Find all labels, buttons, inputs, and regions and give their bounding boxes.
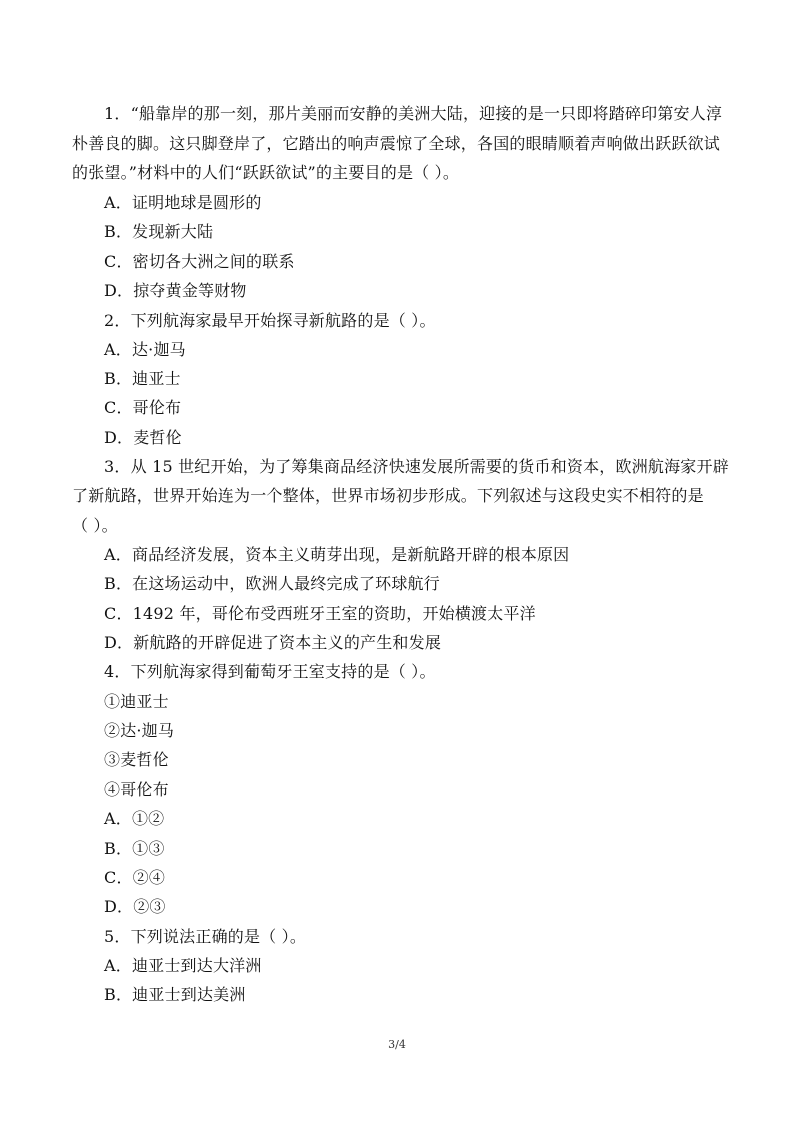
question-1-line-3: 的张望。”材料中的人们“跃跃欲试”的主要目的是（ ）。 <box>72 163 460 182</box>
question-1-option-a: A．证明地球是圆形的 <box>104 193 262 212</box>
question-2-line-1: 2．下列航海家最早开始探寻新航路的是（ ）。 <box>104 311 436 330</box>
question-1-option-b: B．发现新大陆 <box>104 222 214 241</box>
question-1-line-1: 1．“船靠岸的那一刻，那片美丽而安静的美洲大陆，迎接的是一只即将踏碎印第安人淳 <box>104 104 723 123</box>
question-5-line-1: 5．下列说法正确的是（ ）。 <box>104 927 307 946</box>
question-3-line-3: （ ）。 <box>72 516 118 535</box>
question-1-option-c: C．密切各大洲之间的联系 <box>104 252 295 271</box>
question-5-option-b: B．迪亚士到达美洲 <box>104 985 246 1004</box>
question-2-option-d: D．麦哲伦 <box>104 428 182 447</box>
question-5-option-a: A．迪亚士到达大洋洲 <box>104 956 262 975</box>
question-3-line-1: 3．从 15 世纪开始，为了筹集商品经济快速发展所需要的货币和资本，欧洲航海家开辟 <box>104 457 729 476</box>
question-4-option-a: A．①② <box>104 809 165 828</box>
question-3-option-a: A．商品经济发展，资本主义萌芽出现，是新航路开辟的根本原因 <box>104 545 570 564</box>
question-1-option-d: D．掠夺黄金等财物 <box>104 281 247 300</box>
question-4-item-2: ②达·迦马 <box>104 721 175 740</box>
question-3-option-b: B．在这场运动中，欧洲人最终完成了环球航行 <box>104 574 440 593</box>
question-3-line-2: 了新航路，世界开始连为一个整体，世界市场初步形成。下列叙述与这段史实不相符的是 <box>72 486 704 505</box>
question-2-option-b: B．迪亚士 <box>104 369 181 388</box>
question-4-option-d: D．②③ <box>104 897 166 916</box>
question-2-option-c: C．哥伦布 <box>104 398 182 417</box>
question-3-option-c: C．1492 年，哥伦布受西班牙王室的资助，开始横渡太平洋 <box>104 604 536 623</box>
question-1-line-2: 朴善良的脚。这只脚登岸了，它踏出的响声震惊了全球，各国的眼睛顺着声响做出跃跃欲试 <box>72 134 721 153</box>
question-4-line-1: 4．下列航海家得到葡萄牙王室支持的是（ ）。 <box>104 662 436 681</box>
question-4-option-c: C．②④ <box>104 868 166 887</box>
page-number: 3/4 <box>388 1038 406 1051</box>
question-4-item-4: ④哥伦布 <box>104 780 169 799</box>
question-4-option-b: B．①③ <box>104 839 165 858</box>
question-4-item-1: ①迪亚士 <box>104 692 169 711</box>
question-4-item-3: ③麦哲伦 <box>104 750 169 769</box>
question-3-option-d: D．新航路的开辟促进了资本主义的产生和发展 <box>104 633 442 652</box>
question-2-option-a: A．达·迦马 <box>104 340 186 359</box>
